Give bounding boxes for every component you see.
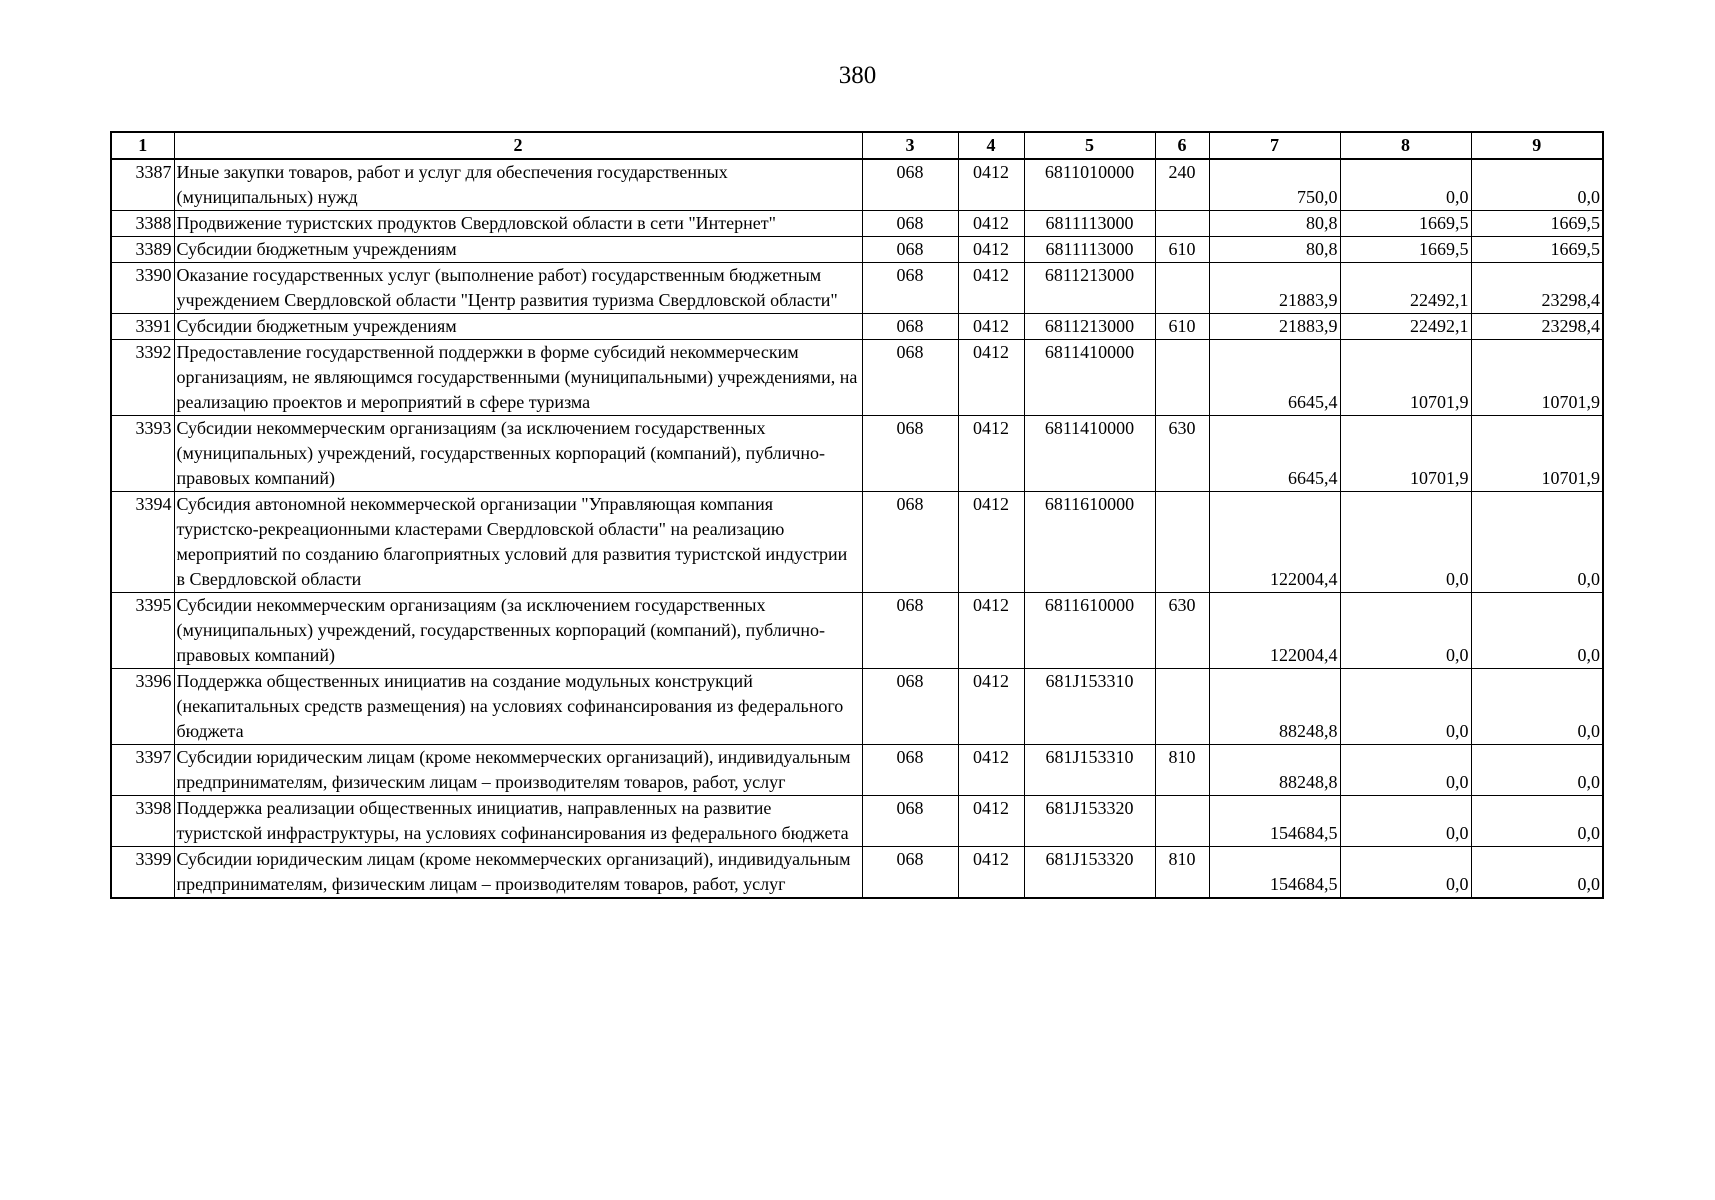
item-name-cell: Субсидии некоммерческим организациям (за исключением государственных (муниципальных) учреждений, государственных корпораций (компаний), публично-правовых компаний) <box>174 416 862 492</box>
amount-col8-cell: 22492,1 <box>1340 314 1471 340</box>
table-row <box>111 593 1603 669</box>
row-number-cell: 3392 <box>111 340 174 416</box>
expense-type-cell: 610 <box>1155 314 1209 340</box>
amount-col7-cell: 154684,5 <box>1209 847 1340 899</box>
item-name-cell: Иные закупки товаров, работ и услуг для обеспечения государственных (муниципальных) нужд <box>174 159 862 211</box>
ministry-code-cell: 068 <box>862 340 958 416</box>
amount-col8-cell: 0,0 <box>1340 669 1471 745</box>
expense-type-cell: 810 <box>1155 745 1209 796</box>
target-code-cell: 6811213000 <box>1024 314 1155 340</box>
section-code-cell: 0412 <box>958 669 1024 745</box>
amount-col9-cell: 0,0 <box>1471 669 1603 745</box>
amount-col8-cell: 0,0 <box>1340 796 1471 847</box>
amount-col8-cell: 0,0 <box>1340 593 1471 669</box>
section-code-cell: 0412 <box>958 847 1024 899</box>
expense-type-cell <box>1155 340 1209 416</box>
budget-table <box>110 131 1604 899</box>
amount-col7-cell: 21883,9 <box>1209 314 1340 340</box>
expense-type-cell <box>1155 796 1209 847</box>
item-name-cell: Поддержка реализации общественных инициатив, направленных на развитие туристской инфраструктуры, на условиях софинансирования из федерального бюджета <box>174 796 862 847</box>
amount-col8-cell: 0,0 <box>1340 492 1471 593</box>
section-code-cell: 0412 <box>958 745 1024 796</box>
row-number-cell: 3395 <box>111 593 174 669</box>
ministry-code-cell: 068 <box>862 314 958 340</box>
table-row <box>111 314 1603 340</box>
amount-col8-cell: 1669,5 <box>1340 211 1471 237</box>
amount-col7-cell: 21883,9 <box>1209 263 1340 314</box>
row-number-cell: 3391 <box>111 314 174 340</box>
table-row <box>111 796 1603 847</box>
item-name-cell: Поддержка общественных инициатив на создание модульных конструкций (некапитальных средств размещения) на условиях софинансирования из федерального бюджета <box>174 669 862 745</box>
expense-type-cell <box>1155 669 1209 745</box>
amount-col8-cell: 10701,9 <box>1340 340 1471 416</box>
ministry-code-cell: 068 <box>862 593 958 669</box>
target-code-cell: 681J153310 <box>1024 745 1155 796</box>
amount-col9-cell: 23298,4 <box>1471 263 1603 314</box>
item-name-cell: Субсидии юридическим лицам (кроме некоммерческих организаций), индивидуальным предпринимателям, физическим лицам – производителям товаров, работ, услуг <box>174 745 862 796</box>
amount-col7-cell: 80,8 <box>1209 237 1340 263</box>
header-cell: 5 <box>1024 132 1155 159</box>
amount-col8-cell: 10701,9 <box>1340 416 1471 492</box>
section-code-cell: 0412 <box>958 159 1024 211</box>
amount-col8-cell: 0,0 <box>1340 745 1471 796</box>
amount-col8-cell: 1669,5 <box>1340 237 1471 263</box>
amount-col9-cell: 0,0 <box>1471 593 1603 669</box>
ministry-code-cell: 068 <box>862 669 958 745</box>
amount-col9-cell: 0,0 <box>1471 796 1603 847</box>
amount-col9-cell: 23298,4 <box>1471 314 1603 340</box>
row-number-cell: 3396 <box>111 669 174 745</box>
expense-type-cell: 810 <box>1155 847 1209 899</box>
expense-type-cell: 240 <box>1155 159 1209 211</box>
ministry-code-cell: 068 <box>862 416 958 492</box>
row-number-cell: 3388 <box>111 211 174 237</box>
table-body <box>111 159 1603 898</box>
table-row <box>111 211 1603 237</box>
row-number-cell: 3398 <box>111 796 174 847</box>
ministry-code-cell: 068 <box>862 847 958 899</box>
item-name-cell: Субсидии бюджетным учреждениям <box>174 314 862 340</box>
target-code-cell: 681J153310 <box>1024 669 1155 745</box>
table-row <box>111 416 1603 492</box>
section-code-cell: 0412 <box>958 593 1024 669</box>
ministry-code-cell: 068 <box>862 237 958 263</box>
section-code-cell: 0412 <box>958 211 1024 237</box>
header-cell: 9 <box>1471 132 1603 159</box>
amount-col9-cell: 1669,5 <box>1471 211 1603 237</box>
expense-type-cell <box>1155 492 1209 593</box>
ministry-code-cell: 068 <box>862 745 958 796</box>
amount-col8-cell: 0,0 <box>1340 847 1471 899</box>
row-number-cell: 3393 <box>111 416 174 492</box>
header-cell: 6 <box>1155 132 1209 159</box>
section-code-cell: 0412 <box>958 237 1024 263</box>
ministry-code-cell: 068 <box>862 492 958 593</box>
table-row <box>111 159 1603 211</box>
amount-col9-cell: 10701,9 <box>1471 416 1603 492</box>
header-cell: 4 <box>958 132 1024 159</box>
header-cell: 3 <box>862 132 958 159</box>
table-row <box>111 669 1603 745</box>
row-number-cell: 3387 <box>111 159 174 211</box>
amount-col9-cell: 1669,5 <box>1471 237 1603 263</box>
amount-col7-cell: 88248,8 <box>1209 745 1340 796</box>
item-name-cell: Оказание государственных услуг (выполнение работ) государственным бюджетным учреждением Свердловской области "Центр развития туризма Свердловской области" <box>174 263 862 314</box>
table-row <box>111 745 1603 796</box>
target-code-cell: 6811410000 <box>1024 340 1155 416</box>
amount-col9-cell: 10701,9 <box>1471 340 1603 416</box>
amount-col9-cell: 0,0 <box>1471 847 1603 899</box>
table-row <box>111 340 1603 416</box>
amount-col9-cell: 0,0 <box>1471 492 1603 593</box>
ministry-code-cell: 068 <box>862 211 958 237</box>
amount-col7-cell: 154684,5 <box>1209 796 1340 847</box>
row-number-cell: 3399 <box>111 847 174 899</box>
target-code-cell: 681J153320 <box>1024 847 1155 899</box>
target-code-cell: 6811113000 <box>1024 211 1155 237</box>
section-code-cell: 0412 <box>958 492 1024 593</box>
amount-col7-cell: 6645,4 <box>1209 340 1340 416</box>
item-name-cell: Субсидии бюджетным учреждениям <box>174 237 862 263</box>
target-code-cell: 6811010000 <box>1024 159 1155 211</box>
amount-col8-cell: 0,0 <box>1340 159 1471 211</box>
section-code-cell: 0412 <box>958 263 1024 314</box>
expense-type-cell <box>1155 263 1209 314</box>
expense-type-cell: 630 <box>1155 416 1209 492</box>
item-name-cell: Субсидии некоммерческим организациям (за исключением государственных (муниципальных) учреждений, государственных корпораций (компаний), публично-правовых компаний) <box>174 593 862 669</box>
section-code-cell: 0412 <box>958 340 1024 416</box>
table-row <box>111 237 1603 263</box>
amount-col9-cell: 0,0 <box>1471 159 1603 211</box>
item-name-cell: Продвижение туристских продуктов Свердловской области в сети "Интернет" <box>174 211 862 237</box>
target-code-cell: 6811213000 <box>1024 263 1155 314</box>
row-number-cell: 3394 <box>111 492 174 593</box>
amount-col7-cell: 80,8 <box>1209 211 1340 237</box>
amount-col8-cell: 22492,1 <box>1340 263 1471 314</box>
target-code-cell: 6811410000 <box>1024 416 1155 492</box>
header-cell: 7 <box>1209 132 1340 159</box>
item-name-cell: Субсидия автономной некоммерческой организации "Управляющая компания туристско-рекреационными кластерами Свердловской области" на реализацию мероприятий по созданию благоприятных условий для развития туристской индустрии в Свердловской области <box>174 492 862 593</box>
target-code-cell: 6811610000 <box>1024 492 1155 593</box>
item-name-cell: Субсидии юридическим лицам (кроме некоммерческих организаций), индивидуальным предпринимателям, физическим лицам – производителям товаров, работ, услуг <box>174 847 862 899</box>
section-code-cell: 0412 <box>958 314 1024 340</box>
section-code-cell: 0412 <box>958 416 1024 492</box>
target-code-cell: 6811610000 <box>1024 593 1155 669</box>
amount-col7-cell: 122004,4 <box>1209 492 1340 593</box>
table-row <box>111 847 1603 899</box>
amount-col9-cell: 0,0 <box>1471 745 1603 796</box>
table-row <box>111 492 1603 593</box>
row-number-cell: 3389 <box>111 237 174 263</box>
amount-col7-cell: 750,0 <box>1209 159 1340 211</box>
header-cell: 2 <box>174 132 862 159</box>
section-code-cell: 0412 <box>958 796 1024 847</box>
row-number-cell: 3390 <box>111 263 174 314</box>
expense-type-cell: 630 <box>1155 593 1209 669</box>
expense-type-cell: 610 <box>1155 237 1209 263</box>
ministry-code-cell: 068 <box>862 159 958 211</box>
expense-type-cell <box>1155 211 1209 237</box>
amount-col7-cell: 6645,4 <box>1209 416 1340 492</box>
header-row <box>111 132 1603 159</box>
target-code-cell: 681J153320 <box>1024 796 1155 847</box>
header-cell: 1 <box>111 132 174 159</box>
item-name-cell: Предоставление государственной поддержки в форме субсидий некоммерческим организациям, не являющимся государственными (муниципальными) учреждениями, на реализацию проектов и мероприятий в сфере туризма <box>174 340 862 416</box>
amount-col7-cell: 88248,8 <box>1209 669 1340 745</box>
ministry-code-cell: 068 <box>862 796 958 847</box>
header-cell: 8 <box>1340 132 1471 159</box>
table-row <box>111 263 1603 314</box>
amount-col7-cell: 122004,4 <box>1209 593 1340 669</box>
target-code-cell: 6811113000 <box>1024 237 1155 263</box>
row-number-cell: 3397 <box>111 745 174 796</box>
ministry-code-cell: 068 <box>862 263 958 314</box>
page-number: 380 <box>838 62 877 89</box>
